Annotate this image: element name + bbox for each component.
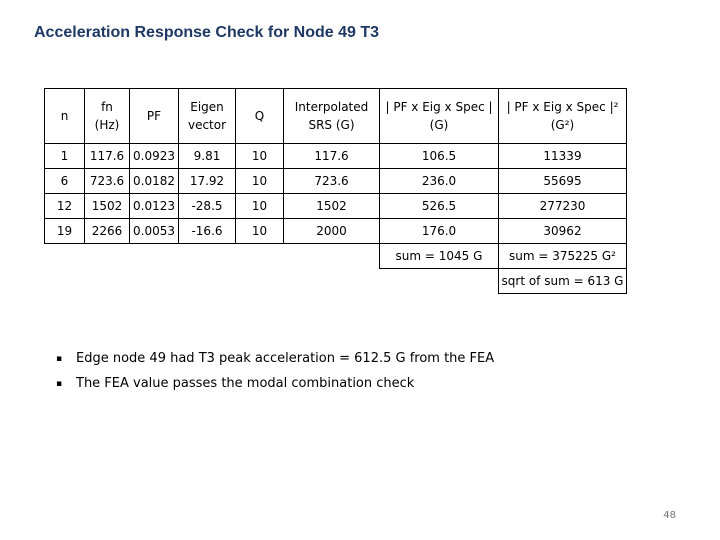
cell-q: 10 bbox=[236, 219, 284, 244]
bullet-text: The FEA value passes the modal combination check bbox=[76, 376, 415, 391]
cell-eigen: -28.5 bbox=[179, 194, 236, 219]
empty-cell bbox=[45, 244, 380, 269]
cell-product-squared: 55695 bbox=[499, 169, 627, 194]
cell-eigen: 17.92 bbox=[179, 169, 236, 194]
cell-pf: 0.0182 bbox=[130, 169, 179, 194]
cell-product: 526.5 bbox=[380, 194, 499, 219]
cell-product: 106.5 bbox=[380, 144, 499, 169]
cell-q: 10 bbox=[236, 144, 284, 169]
cell-pf: 0.0053 bbox=[130, 219, 179, 244]
cell-n: 19 bbox=[45, 219, 85, 244]
cell-product: 236.0 bbox=[380, 169, 499, 194]
slide-title: Acceleration Response Check for Node 49 T3 bbox=[34, 24, 379, 41]
bullet-item bbox=[56, 346, 494, 371]
bullet-list bbox=[56, 346, 494, 396]
sqrt-sum-cell: sqrt of sum = 613 G bbox=[499, 269, 627, 294]
cell-pf: 0.0923 bbox=[130, 144, 179, 169]
response-table bbox=[44, 88, 627, 294]
header-eigen-vector: Eigen vector bbox=[179, 89, 236, 144]
cell-fn: 1502 bbox=[85, 194, 130, 219]
sum-g-cell: sum = 1045 G bbox=[380, 244, 499, 269]
header-fn: fn (Hz) bbox=[85, 89, 130, 144]
cell-product-squared: 30962 bbox=[499, 219, 627, 244]
bullet-dot-icon: ▪ bbox=[56, 353, 63, 364]
table-row bbox=[45, 194, 627, 219]
table-row bbox=[45, 219, 627, 244]
cell-pf: 0.0123 bbox=[130, 194, 179, 219]
sqrt-row bbox=[45, 269, 627, 294]
cell-fn: 117.6 bbox=[85, 144, 130, 169]
bullet-item bbox=[56, 371, 494, 396]
header-pf: PF bbox=[130, 89, 179, 144]
empty-cell bbox=[45, 269, 499, 294]
header-n: n bbox=[45, 89, 85, 144]
cell-product: 176.0 bbox=[380, 219, 499, 244]
cell-eigen: 9.81 bbox=[179, 144, 236, 169]
cell-fn: 2266 bbox=[85, 219, 130, 244]
cell-srs: 723.6 bbox=[284, 169, 380, 194]
cell-q: 10 bbox=[236, 194, 284, 219]
cell-srs: 117.6 bbox=[284, 144, 380, 169]
cell-n: 12 bbox=[45, 194, 85, 219]
cell-eigen: -16.6 bbox=[179, 219, 236, 244]
cell-n: 6 bbox=[45, 169, 85, 194]
sum-g2-cell: sum = 375225 G² bbox=[499, 244, 627, 269]
header-product-squared: | PF x Eig x Spec |² (G²) bbox=[499, 89, 627, 144]
cell-q: 10 bbox=[236, 169, 284, 194]
table-header-row bbox=[45, 89, 627, 144]
cell-n: 1 bbox=[45, 144, 85, 169]
bullet-text: Edge node 49 had T3 peak acceleration = 612.5 G from the FEA bbox=[76, 351, 495, 366]
header-q: Q bbox=[236, 89, 284, 144]
sum-row bbox=[45, 244, 627, 269]
cell-srs: 1502 bbox=[284, 194, 380, 219]
table-row bbox=[45, 144, 627, 169]
header-product: | PF x Eig x Spec | (G) bbox=[380, 89, 499, 144]
header-interpolated-srs: Interpolated SRS (G) bbox=[284, 89, 380, 144]
cell-fn: 723.6 bbox=[85, 169, 130, 194]
page-number: 48 bbox=[663, 510, 676, 521]
cell-product-squared: 277230 bbox=[499, 194, 627, 219]
table-row bbox=[45, 169, 627, 194]
cell-product-squared: 11339 bbox=[499, 144, 627, 169]
cell-srs: 2000 bbox=[284, 219, 380, 244]
bullet-dot-icon: ▪ bbox=[56, 378, 63, 389]
